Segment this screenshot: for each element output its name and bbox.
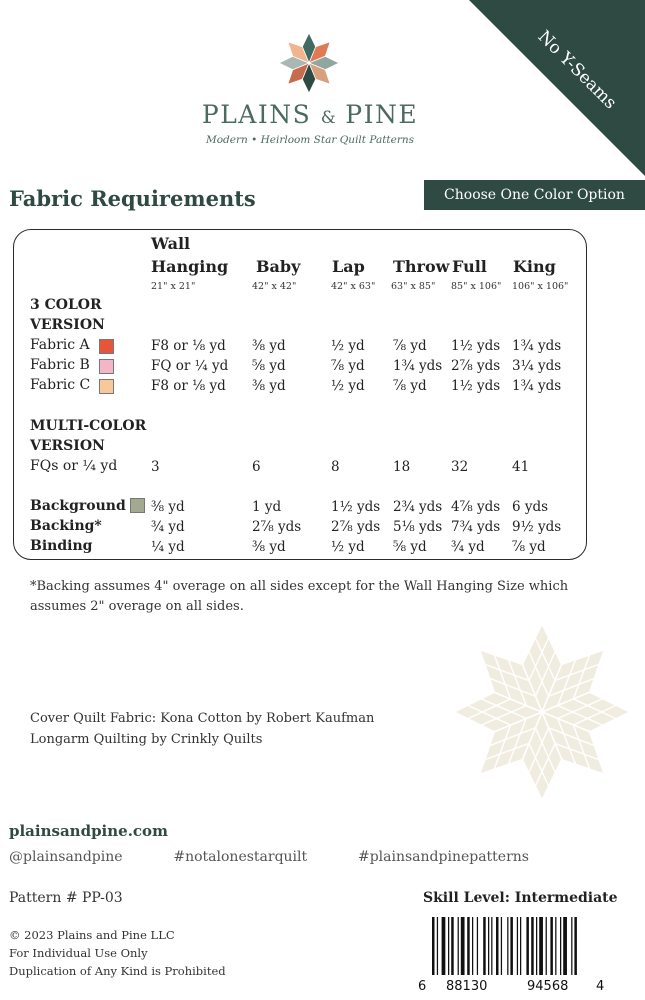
barcode-digit: 94568 xyxy=(527,979,569,994)
col-size: 106" x 106" xyxy=(512,281,569,292)
barcode-bar xyxy=(563,917,567,975)
col-size: 85" x 106" xyxy=(451,281,502,292)
col-header: Full xyxy=(452,257,487,276)
corner-label: No Y-Seams xyxy=(533,26,621,114)
barcode-bar xyxy=(483,917,486,975)
cell: 32 xyxy=(451,459,469,475)
barcode-bar xyxy=(448,917,449,975)
barcode-bar xyxy=(491,917,492,975)
cell: ⅜ yd xyxy=(151,499,185,515)
cell: ⅞ yd xyxy=(512,539,546,555)
cell: 41 xyxy=(512,459,530,475)
cell: ⅝ yd xyxy=(252,358,286,374)
row-label-backing: Backing* xyxy=(30,518,102,534)
group-label: 3 COLOR xyxy=(30,297,102,313)
cell: 6 xyxy=(252,459,261,475)
swatch-fabric-a xyxy=(99,339,114,354)
barcode-bar xyxy=(458,917,459,975)
col-header: Baby xyxy=(256,257,301,276)
barcode-bar xyxy=(526,917,529,975)
cell: ½ yd xyxy=(331,338,365,354)
cell: ½ yd xyxy=(331,539,365,555)
barcode-bar xyxy=(546,917,547,975)
col-header-line1: Wall xyxy=(151,234,191,253)
barcode-bar xyxy=(507,917,508,975)
barcode-bar xyxy=(442,917,446,975)
social-hashtag[interactable]: #plainsandpinepatterns xyxy=(357,849,529,865)
col-header: Hanging xyxy=(151,257,229,276)
col-size: 21" x 21" xyxy=(151,281,196,292)
barcode-bar xyxy=(536,917,537,975)
cell: 9½ yds xyxy=(512,519,562,535)
brand-name-left: PLAINS xyxy=(201,100,312,129)
barcode-bar xyxy=(496,917,499,975)
cell: 1½ yds xyxy=(451,338,501,354)
cell: 1½ yds xyxy=(451,378,501,394)
brand-name-right: PINE xyxy=(345,100,419,129)
star-logo-icon xyxy=(278,32,340,94)
brand-name xyxy=(150,100,470,129)
col-header: Throw xyxy=(393,257,450,276)
cell: 1¾ yds xyxy=(512,378,562,394)
cell: ⅞ yd xyxy=(393,338,427,354)
row-label-fabric-a: Fabric A xyxy=(30,337,90,353)
barcode-bar xyxy=(574,917,577,975)
row-label-fqs: FQs or ¼ yd xyxy=(30,458,118,474)
barcode-digit: 4 xyxy=(596,979,605,994)
credit-fabric: Cover Quilt Fabric: Kona Cotton by Robert Kaufman xyxy=(30,711,375,726)
barcode-bar xyxy=(517,917,518,975)
color-option-banner xyxy=(424,180,645,210)
cell: 6 yds xyxy=(512,499,549,515)
website-link[interactable]: plainsandpine.com xyxy=(9,822,168,840)
cell: 2⅞ yds xyxy=(451,358,501,374)
cell: 4⅞ yds xyxy=(451,499,501,515)
barcode-bar xyxy=(461,917,465,975)
cell: 3 xyxy=(151,459,160,475)
cell: 2⅞ yds xyxy=(331,519,381,535)
swatch-fabric-c xyxy=(99,379,114,394)
cell: 18 xyxy=(393,459,411,475)
cell: ¼ yd xyxy=(151,539,185,555)
cell: 2¾ yds xyxy=(393,499,443,515)
barcode-bar xyxy=(539,917,543,975)
barcode-bar xyxy=(520,917,521,975)
legal-line: © 2023 Plains and Pine LLC xyxy=(9,928,175,942)
legal-line: Duplication of Any Kind is Prohibited xyxy=(9,964,226,978)
cell: ⅜ yd xyxy=(252,378,286,394)
legal-line: For Individual Use Only xyxy=(9,946,148,960)
group-label: VERSION xyxy=(30,317,105,333)
cell: ⅞ yd xyxy=(393,378,427,394)
barcode-bar xyxy=(510,917,513,975)
cell: ½ yd xyxy=(331,378,365,394)
swatch-fabric-b xyxy=(99,359,114,374)
cell: ¾ yd xyxy=(451,539,485,555)
quilt-star-icon xyxy=(452,622,632,802)
social-handles xyxy=(9,849,529,865)
col-size: 42" x 42" xyxy=(252,281,297,292)
barcode-bar xyxy=(477,917,478,975)
brand-tagline: Modern • Heirloom Star Quilt Patterns xyxy=(205,134,415,146)
cell: F8 or ⅛ yd xyxy=(151,378,226,394)
row-label-fabric-b: Fabric B xyxy=(30,357,90,373)
cell: 2⅞ yds xyxy=(252,519,302,535)
row-label-background: Background xyxy=(30,498,126,514)
cell: 1½ yds xyxy=(331,499,381,515)
brand-ampersand: & xyxy=(320,108,336,128)
social-handle[interactable]: @plainsandpine xyxy=(9,849,123,865)
cell: 1¾ yds xyxy=(393,358,443,374)
barcode-bar xyxy=(488,917,489,975)
group-label: MULTI-COLOR xyxy=(30,418,147,434)
barcode-bar xyxy=(550,917,553,975)
col-header: King xyxy=(513,257,556,276)
barcode-bar xyxy=(560,917,561,975)
col-size: 42" x 63" xyxy=(331,281,376,292)
cell: ⅜ yd xyxy=(252,338,286,354)
barcode-bar xyxy=(555,917,556,975)
cell: ¾ yd xyxy=(151,519,185,535)
barcode-bar xyxy=(472,917,473,975)
cell: 7¾ yds xyxy=(451,519,501,535)
barcode-digit: 88130 xyxy=(446,979,488,994)
col-header: Lap xyxy=(332,257,365,276)
cell: 1¾ yds xyxy=(512,338,562,354)
footnote-line2: assumes 2" overage on all sides. xyxy=(30,599,244,614)
cell: 1 yd xyxy=(252,499,282,515)
barcode-bar xyxy=(451,917,454,975)
barcode-digit: 6 xyxy=(418,979,427,994)
barcode-bar xyxy=(437,917,438,975)
credit-quilting: Longarm Quilting by Crinkly Quilts xyxy=(30,732,263,747)
cell: 3¼ yds xyxy=(512,358,562,374)
cell: F8 or ⅛ yd xyxy=(151,338,226,354)
corner-banner xyxy=(469,0,645,176)
footnote-line1: *Backing assumes 4" overage on all sides except for the Wall Hanging Size which xyxy=(30,579,569,594)
row-label-fabric-c: Fabric C xyxy=(30,377,91,393)
barcode-bar xyxy=(467,917,470,975)
cell: FQ or ¼ yd xyxy=(151,358,229,374)
cell: 5⅛ yds xyxy=(393,519,443,535)
cell: ⅝ yd xyxy=(393,539,427,555)
skill-level: Skill Level: Intermediate xyxy=(423,890,618,906)
social-hashtag[interactable]: #notalonestarquilt xyxy=(173,849,308,865)
group-label: VERSION xyxy=(30,438,105,454)
barcode-bar xyxy=(531,917,534,975)
barcode-bar xyxy=(571,917,572,975)
pattern-number: Pattern # PP-03 xyxy=(9,890,123,906)
cell: ⅜ yd xyxy=(252,539,286,555)
col-size: 63" x 85" xyxy=(391,281,436,292)
barcode-icon xyxy=(430,917,630,983)
cell: ⅞ yd xyxy=(331,358,365,374)
barcode-bar xyxy=(432,917,435,975)
row-label-binding: Binding xyxy=(30,538,93,554)
cell: 8 xyxy=(331,459,340,475)
color-option-label: Choose One Color Option xyxy=(444,187,625,203)
swatch-background xyxy=(130,498,145,513)
section-title: Fabric Requirements xyxy=(9,186,256,211)
barcode-bar xyxy=(501,917,502,975)
